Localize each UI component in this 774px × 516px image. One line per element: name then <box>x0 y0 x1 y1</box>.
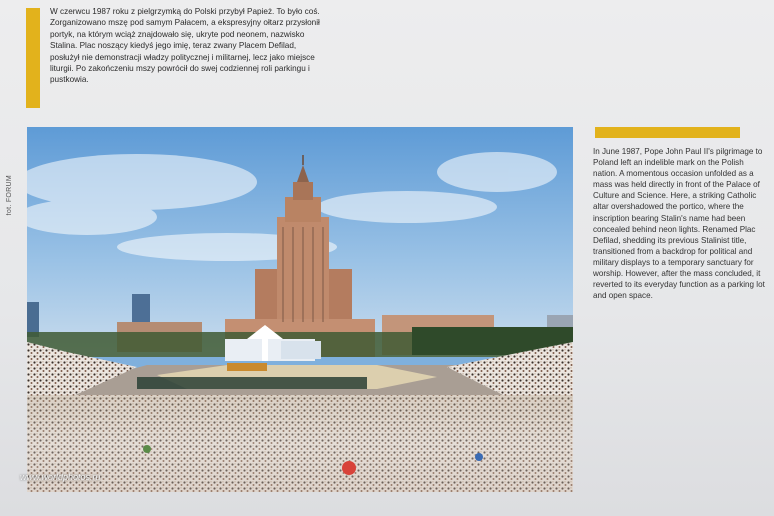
green-hat <box>143 445 151 453</box>
accent-bar-right <box>595 127 740 138</box>
altar-guard <box>137 377 367 389</box>
polish-paragraph: W czerwcu 1987 roku z pielgrzymką do Polski przybył Papież. To było coś. Zorganizowano mszę pod samym Pałacem, a ekspresyjny ołtarz przysłonił portyk, na którym wciąż znajdowało się, ukryte pod neonem, nazwisko Stalina. Plac noszący kiedyś jego imię, teraz zwany Placem Defilad, posłużył nie demonstracji władzy politycznej i militarnej, lecz jako miejsce liturgii. Po zakończeniu mszy powrócił do swej codziennej roli parkingu i pustkowia. <box>50 7 320 85</box>
english-paragraph: In June 1987, Pope John Paul II's pilgrimage to Poland left an indelible mark on the Polish nation. A momentous occasion unfolded as a mass was held directly in front of the Palace of Culture and Science. Here, a striking Catholic altar overshadowed the portico, where the inscription bearing Stalin's name had been concealed behind neon lights. Renamed Plac Defilad, shedding its previous Stalinist title, transitioned from a backdrop for political and military displays to a temporary sanctuary for worship. However, after the mass concluded, it reverted to its everyday function as a parking lot and open space. <box>593 147 765 301</box>
blue-umbrella <box>475 453 483 461</box>
accent-bar-left <box>26 8 40 108</box>
papal-mass-scene <box>27 127 573 492</box>
watermark: www.worldphotos.ru <box>20 472 101 482</box>
historical-photo <box>27 127 573 492</box>
altar-flowers <box>227 363 267 371</box>
red-umbrella <box>342 461 356 475</box>
photo-credit: fot. FORUM <box>6 175 13 216</box>
